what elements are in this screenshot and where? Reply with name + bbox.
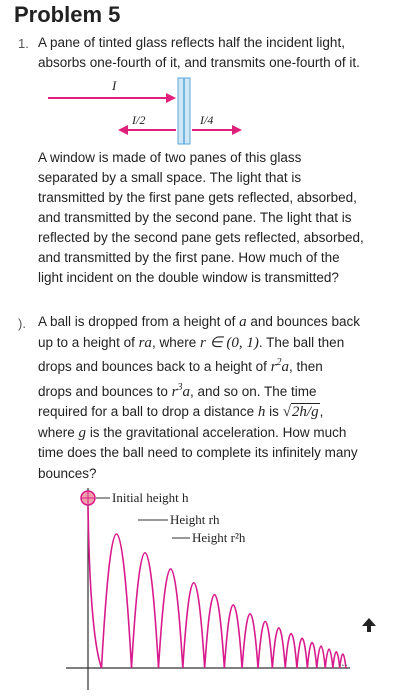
problem-1-intro-line: absorbs one-fourth of it, and transmits one-fourth of it. bbox=[38, 55, 360, 70]
text-run: is the gravitational acceleration. How much bbox=[89, 424, 347, 440]
math-var: a bbox=[239, 314, 247, 330]
math-var: h bbox=[257, 404, 266, 420]
incident-label: I bbox=[112, 78, 117, 93]
text-run: drops and bounces to bbox=[38, 383, 168, 399]
reflected-arrowhead bbox=[118, 125, 128, 135]
problem-2-line bbox=[38, 333, 360, 354]
problem-1-line: reflected by the second pane gets reflected, absorbed, bbox=[38, 230, 364, 245]
page-title: Problem 5 bbox=[14, 2, 121, 27]
math-sup: 2 bbox=[276, 357, 282, 368]
arrow-up-icon bbox=[360, 616, 378, 634]
bouncing-ball-figure bbox=[0, 482, 400, 700]
problem-2-line bbox=[38, 353, 360, 378]
math-var: g bbox=[78, 424, 87, 441]
problem-2-line bbox=[38, 423, 360, 444]
text-run: , then bbox=[289, 359, 323, 374]
problem-1-line: transmitted by the first pane gets reflected, absorbed, bbox=[38, 190, 357, 205]
problem-1-line: A window is made of two panes of this glass bbox=[38, 150, 302, 165]
text-run: where bbox=[38, 424, 75, 440]
text-run: and bounces back bbox=[250, 314, 360, 329]
math-base: r bbox=[171, 383, 178, 400]
height-r2h-label: Height r²h bbox=[192, 530, 246, 545]
math-sup: 3 bbox=[177, 381, 183, 393]
problem-1-intro-line: A pane of tinted glass reflects half the incident light, bbox=[38, 35, 345, 50]
transmitted-arrowhead bbox=[232, 125, 242, 135]
text-run: . The ball then bbox=[258, 334, 345, 350]
initial-height-label: Initial height h bbox=[112, 490, 189, 505]
problem-2-line bbox=[38, 312, 360, 333]
problem-1-line: separated by a small space. The light that is bbox=[38, 170, 302, 185]
text-run: up to a height of bbox=[38, 334, 135, 350]
glass-pane-diagram bbox=[0, 72, 400, 152]
math-expr bbox=[271, 359, 289, 375]
math-var: a bbox=[281, 359, 290, 375]
math-var: ra bbox=[138, 334, 152, 351]
continuation-ellipsis: ... bbox=[338, 654, 348, 669]
problem-1-intro bbox=[38, 33, 360, 73]
text-run: is bbox=[269, 404, 279, 419]
text-run: drops and bounces back to a height of bbox=[38, 359, 267, 374]
math-expr bbox=[171, 381, 190, 400]
problem-1-line: and transmitted by the second pane. The light that is bbox=[38, 210, 352, 225]
height-rh-label: Height rh bbox=[170, 512, 220, 527]
sqrt-expr bbox=[283, 404, 320, 419]
problem-1-number: 1. bbox=[18, 36, 29, 51]
incident-arrowhead bbox=[166, 93, 176, 103]
math-base: r bbox=[270, 359, 277, 375]
problem-2-line bbox=[38, 378, 360, 403]
transmitted-label: I/4 bbox=[200, 113, 214, 127]
problem-2-line: bounces? bbox=[38, 465, 97, 481]
text-run: A ball is dropped from a height of bbox=[38, 314, 236, 329]
problem-2-body bbox=[38, 312, 360, 484]
problem-2-line: time does the ball need to complete its infinitely many bbox=[38, 445, 358, 460]
math-expr: r ∈ (0, 1) bbox=[199, 334, 259, 351]
problem-2-line bbox=[38, 402, 360, 423]
text-run: , where bbox=[151, 334, 197, 350]
scroll-to-top-button[interactable] bbox=[358, 614, 380, 636]
problem-1-line: and transmitted by the first pane. How much of the bbox=[38, 250, 340, 265]
sqrt-radicand: 2h/g bbox=[291, 404, 319, 420]
math-var: a bbox=[182, 383, 190, 400]
sqrt-sign: √ bbox=[282, 404, 291, 420]
problem-2-number: ). bbox=[18, 316, 26, 331]
problem-1-line: light incident on the double window is transmitted? bbox=[38, 270, 339, 285]
reflected-label: I/2 bbox=[132, 113, 146, 127]
text-run: , and so on. The time bbox=[189, 383, 317, 399]
problem-1-body bbox=[38, 148, 364, 288]
text-run: , bbox=[319, 404, 324, 419]
text-run: required for a ball to drop a distance bbox=[38, 404, 255, 419]
